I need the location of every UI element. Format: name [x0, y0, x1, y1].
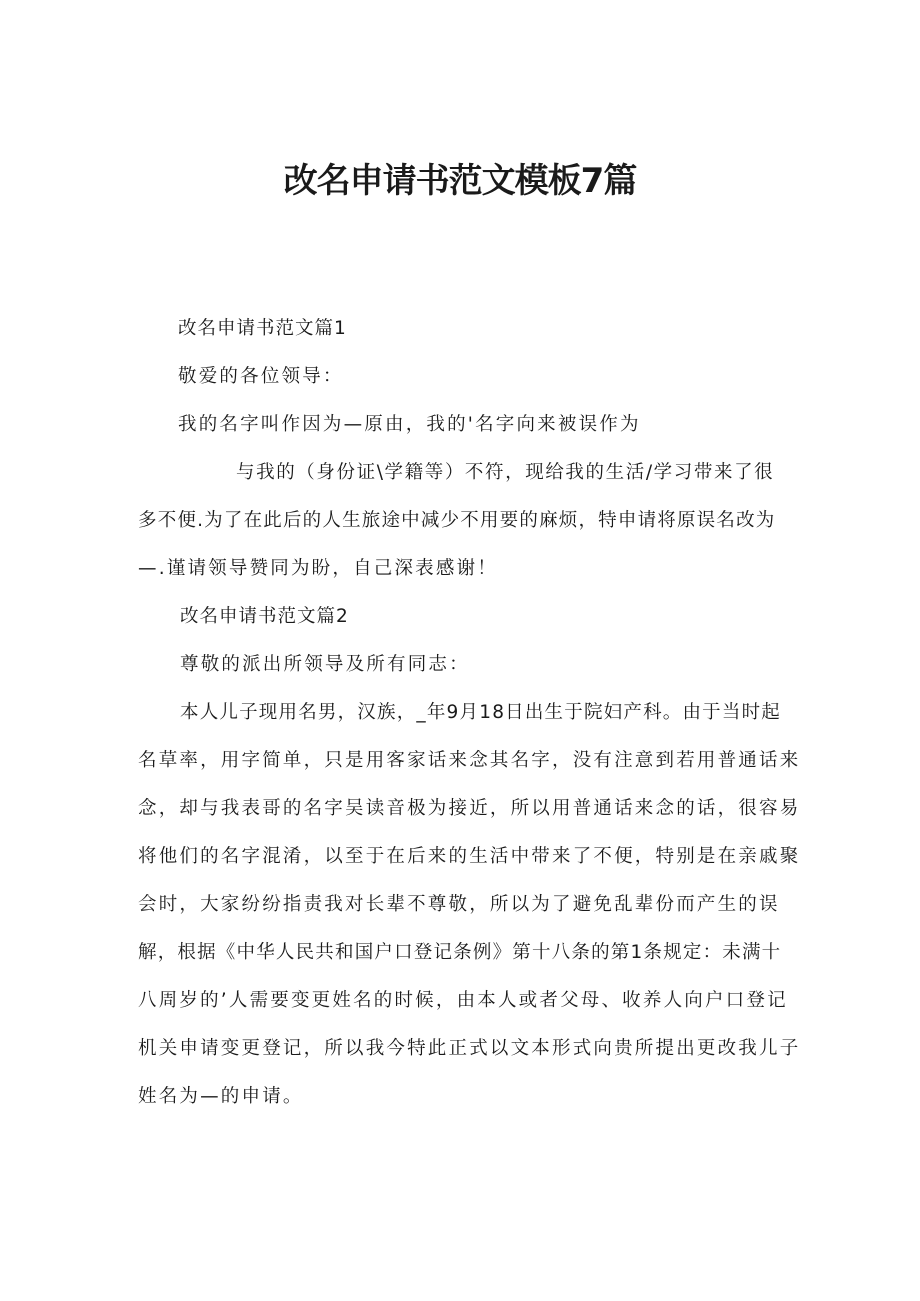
- section-2-paragraph-line: 解，根据《中华人民共和国户口登记条例》第十八条的第1条规定：未满十: [138, 942, 782, 963]
- section-1-paragraph-line: 与我的（身份证\学籍等）不符，现给我的生活/学习带来了很: [236, 462, 775, 483]
- section-2-paragraph-line: 会时，大家纷纷指责我对长辈不尊敬，所以为了避免乱辈份而产生的误: [138, 894, 780, 915]
- section-1-paragraph-line: —.谨请领导赞同为盼，自己深表感谢！: [138, 558, 498, 579]
- section-1-salutation: 敬爱的各位领导：: [178, 366, 344, 387]
- section-2-paragraph-line: 姓名为—的申请。: [138, 1086, 304, 1107]
- section-1-paragraph-line: 多不便.为了在此后的人生旅途中减少不用要的麻烦，特申请将原误名改为: [138, 510, 776, 531]
- section-1-paragraph-line: 我的名字叫作因为—原由，我的'名字向来被误作为: [178, 414, 641, 435]
- section-2-paragraph-line: 本人儿子现用名男，汉族，_年9月18日出生于院妇产科。由于当时起: [180, 702, 781, 723]
- section-2-paragraph-line: 八周岁的’人需要变更姓名的时候，由本人或者父母、收养人向户口登记: [138, 990, 788, 1011]
- section-2-paragraph-line: 名草率，用字简单，只是用客家话来念其名字，没有注意到若用普通话来: [138, 750, 801, 771]
- section-2-heading: 改名申请书范文篇2: [180, 606, 349, 627]
- section-2-salutation: 尊敬的派出所领导及所有同志：: [180, 654, 470, 675]
- document-title: 改名申请书范文模板7篇: [283, 161, 637, 201]
- section-2-paragraph-line: 机关申请变更登记，所以我今特此正式以文本形式向贵所提出更改我儿子: [138, 1038, 801, 1059]
- section-2-paragraph-line: 念，却与我表哥的名字吴读音极为接近，所以用普通话来念的话，很容易: [138, 798, 801, 819]
- section-1-heading: 改名申请书范文篇1: [178, 318, 347, 339]
- section-2-paragraph-line: 将他们的名字混淆，以至于在后来的生活中带来了不便，特别是在亲戚聚: [138, 846, 801, 867]
